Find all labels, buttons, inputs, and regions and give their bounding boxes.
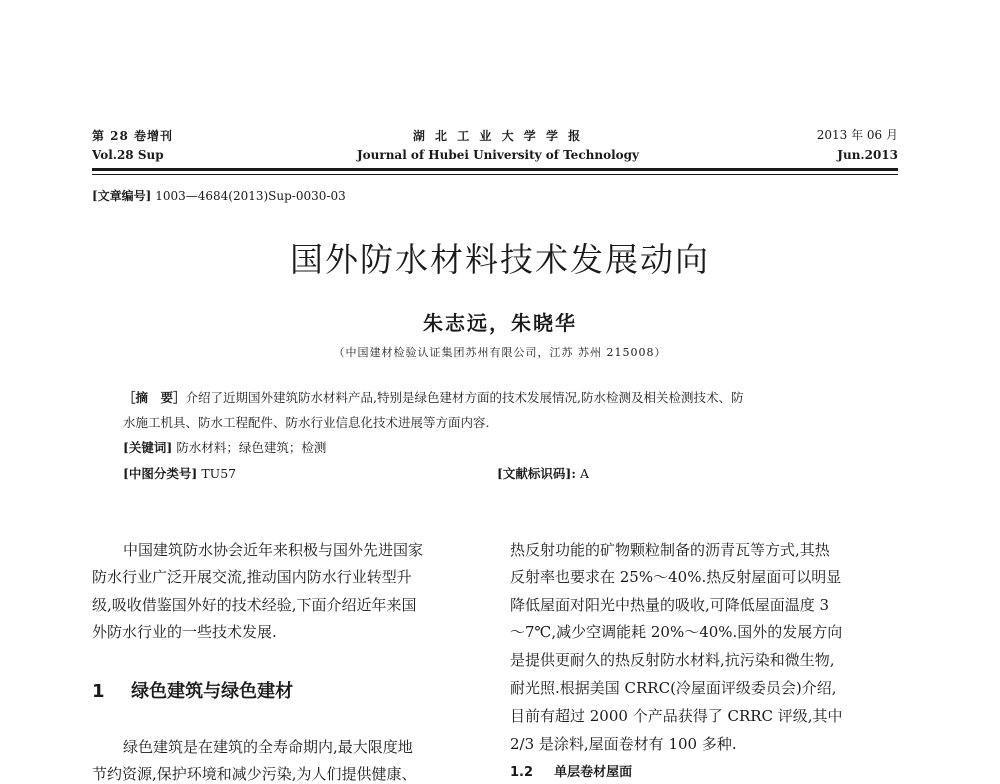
document-code [497,464,589,482]
abstract-text-1: 介绍了近期国外建筑防水材料产品,特别是绿色建材方面的技术发展情况,防水检测及相关检测技术、防 [185,390,744,405]
date-cn: 2013 年 06 月 [816,128,898,142]
article-authors: 朱志远，朱晓华 [423,311,577,335]
keywords [123,438,326,456]
header-rule-thin [92,174,898,175]
volume-cn: 第 28 卷增刊 [92,129,174,143]
left-para2-line-2: 节约资源,保护环境和减少污染,为人们提供健康、 [92,765,417,783]
article-number [92,187,346,204]
document-code-value: A [579,466,589,481]
right-line-7: 目前有超过 2000 个产品获得了 CRRC 评级,其中 [510,707,843,725]
document-code-label: [文献标识码]: [497,466,576,481]
right-line-2: 反射率也要求在 25%～40%.热反射屋面可以明显 [510,568,842,586]
section-1-title: 绿色建筑与绿色建材 [131,681,294,702]
left-para1-line-3: 级,吸收借鉴国外好的技术经验,下面介绍近年来国 [92,596,417,614]
classification-label: [中图分类号] [123,466,198,481]
left-para1-line-4: 外防水行业的一些技术发展. [92,623,277,641]
subsection-1-2-number: 1.2 [510,765,534,780]
left-para2-line-1: 绿色建筑是在建筑的全寿命期内,最大限度地 [123,738,413,756]
classification-value: TU57 [201,466,237,481]
journal-name-cn: 湖 北 工 业 大 学 学 报 [412,129,584,143]
right-line-8: 2/3 是涂料,屋面卷材有 100 多种. [510,735,737,753]
keywords-value: 防水材料；绿色建筑；检测 [176,440,327,455]
right-line-4: ～7℃,减少空调能耗 20%～40%.国外的发展方向 [510,623,843,641]
subsection-1-2-heading [510,761,632,780]
article-number-value: 1003—4684(2013)Sup-0030-03 [155,189,346,203]
left-para1-line-1: 中国建筑防水协会近年来积极与国外先进国家 [123,541,424,559]
abstract-line-1 [123,388,743,406]
right-line-1: 热反射功能的矿物颗粒制备的沥青瓦等方式,其热 [510,541,830,559]
date-en: Jun.2013 [837,148,898,162]
abstract-label: ［摘 要］ [123,390,186,405]
journal-name-en: Journal of Hubei University of Technology [356,148,640,162]
right-line-3: 降低屋面对阳光中热量的吸收,可降低屋面温度 3 [510,596,830,614]
volume-en: Vol.28 Sup [92,148,164,162]
abstract-line-2: 水施工机具、防水工程配件、防水行业信息化技术进展等方面内容. [123,415,490,430]
article-affiliation: （中国建材检验认证集团苏州有限公司，江苏 苏州 215008） [333,346,667,359]
right-line-5: 是提供更耐久的热反射防水材料,抗污染和微生物, [510,651,835,669]
section-1-number: 1 [92,681,105,702]
article-number-label: [文章编号] [92,189,152,203]
header-rule-thick [92,168,898,171]
section-1-heading [92,677,293,703]
keywords-label: [关键词] [123,440,173,455]
article-title: 国外防水材料技术发展动向 [290,240,710,279]
classification [123,464,236,482]
right-line-6: 耐光照.根据美国 CRRC(冷屋面评级委员会)介绍, [510,679,837,697]
subsection-1-2-title: 单层卷材屋面 [554,765,633,780]
left-para1-line-2: 防水行业广泛开展交流,推动国内防水行业转型升 [92,568,412,586]
